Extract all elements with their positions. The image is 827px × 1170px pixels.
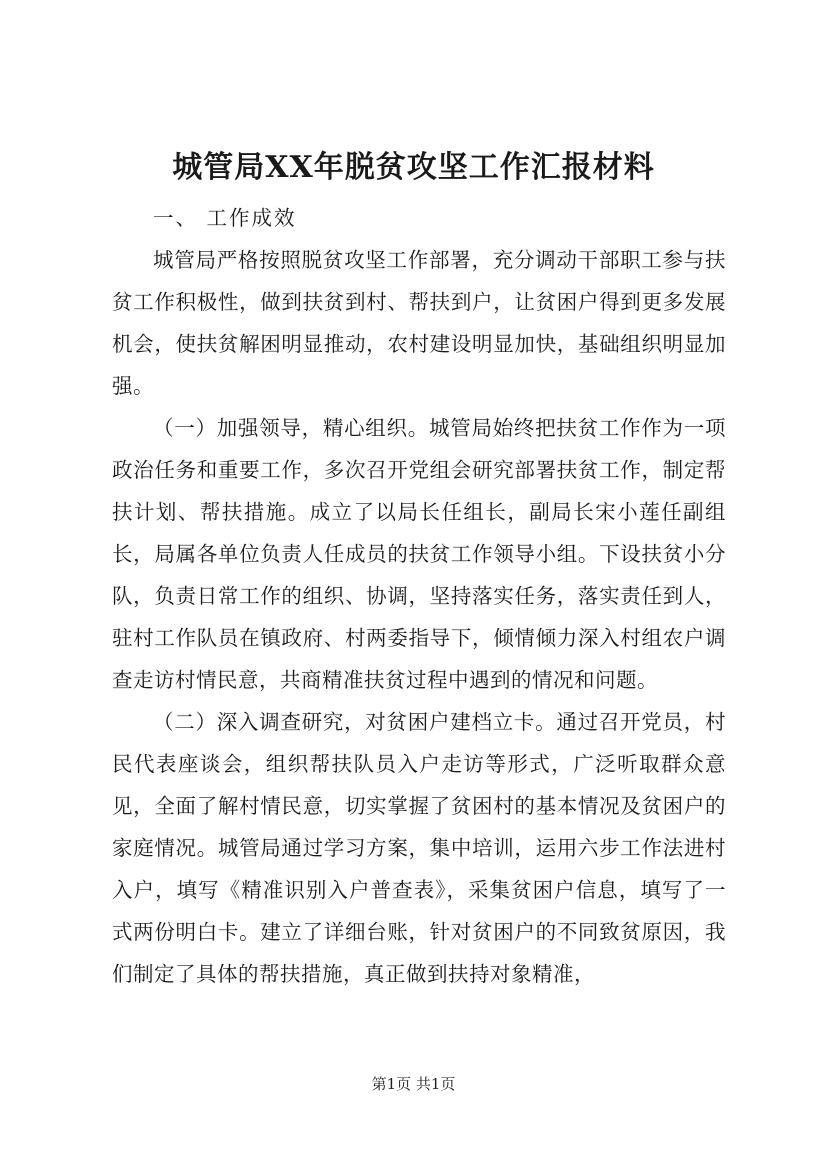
paragraph-leadership: （一）加强领导，精心组织。城管局始终把扶贫工作作为一项政治任务和重要工作，多次召开党组会研究部署扶贫工作，制定帮扶计划、帮扶措施。成立了以局长任组长，副局长宋小莲任副组长，局属各单位负责人任成员的扶贫工作领导小组。下设扶贫小分队，负责日常工作的组织、协调，坚持落实任务，落实责任到人，驻村工作队员在镇政府、村两委指导下，倾情倾力深入村组农户调查走访村情民意，共商精准扶贫过程中遇到的情况和问题。 xyxy=(112,416,726,692)
document-title: 城管局XX年脱贫攻坚工作汇报材料 xyxy=(172,150,655,185)
page-footer: 第1页 共1页 xyxy=(371,1075,456,1093)
document-body xyxy=(112,197,726,995)
paragraph-research: （二）深入调查研究，对贫困户建档立卡。通过召开党员，村民代表座谈会，组织帮扶队员入户走访等形式，广泛听取群众意见，全面了解村情民意，切实掌握了贫困村的基本情况及贫困户的家庭情况。城管局通过学习方案，集中培训，运用六步工作法进村入户，填写《精准识别入户普查表》，采集贫困户信息，填写了一式两份明白卡。建立了详细台账，针对贫困户的不同致贫原因，我们制定了具体的帮扶措施，真正做到扶持对象精准， xyxy=(112,710,726,986)
section-heading: 一、 工作成效 xyxy=(153,206,297,230)
paragraph-intro: 城管局严格按照脱贫攻坚工作部署，充分调动干部职工参与扶贫工作积极性，做到扶贫到村、帮扶到户，让贫困户得到更多发展机会，使扶贫解困明显推动，农村建设明显加快，基础组织明显加强。 xyxy=(112,248,726,398)
